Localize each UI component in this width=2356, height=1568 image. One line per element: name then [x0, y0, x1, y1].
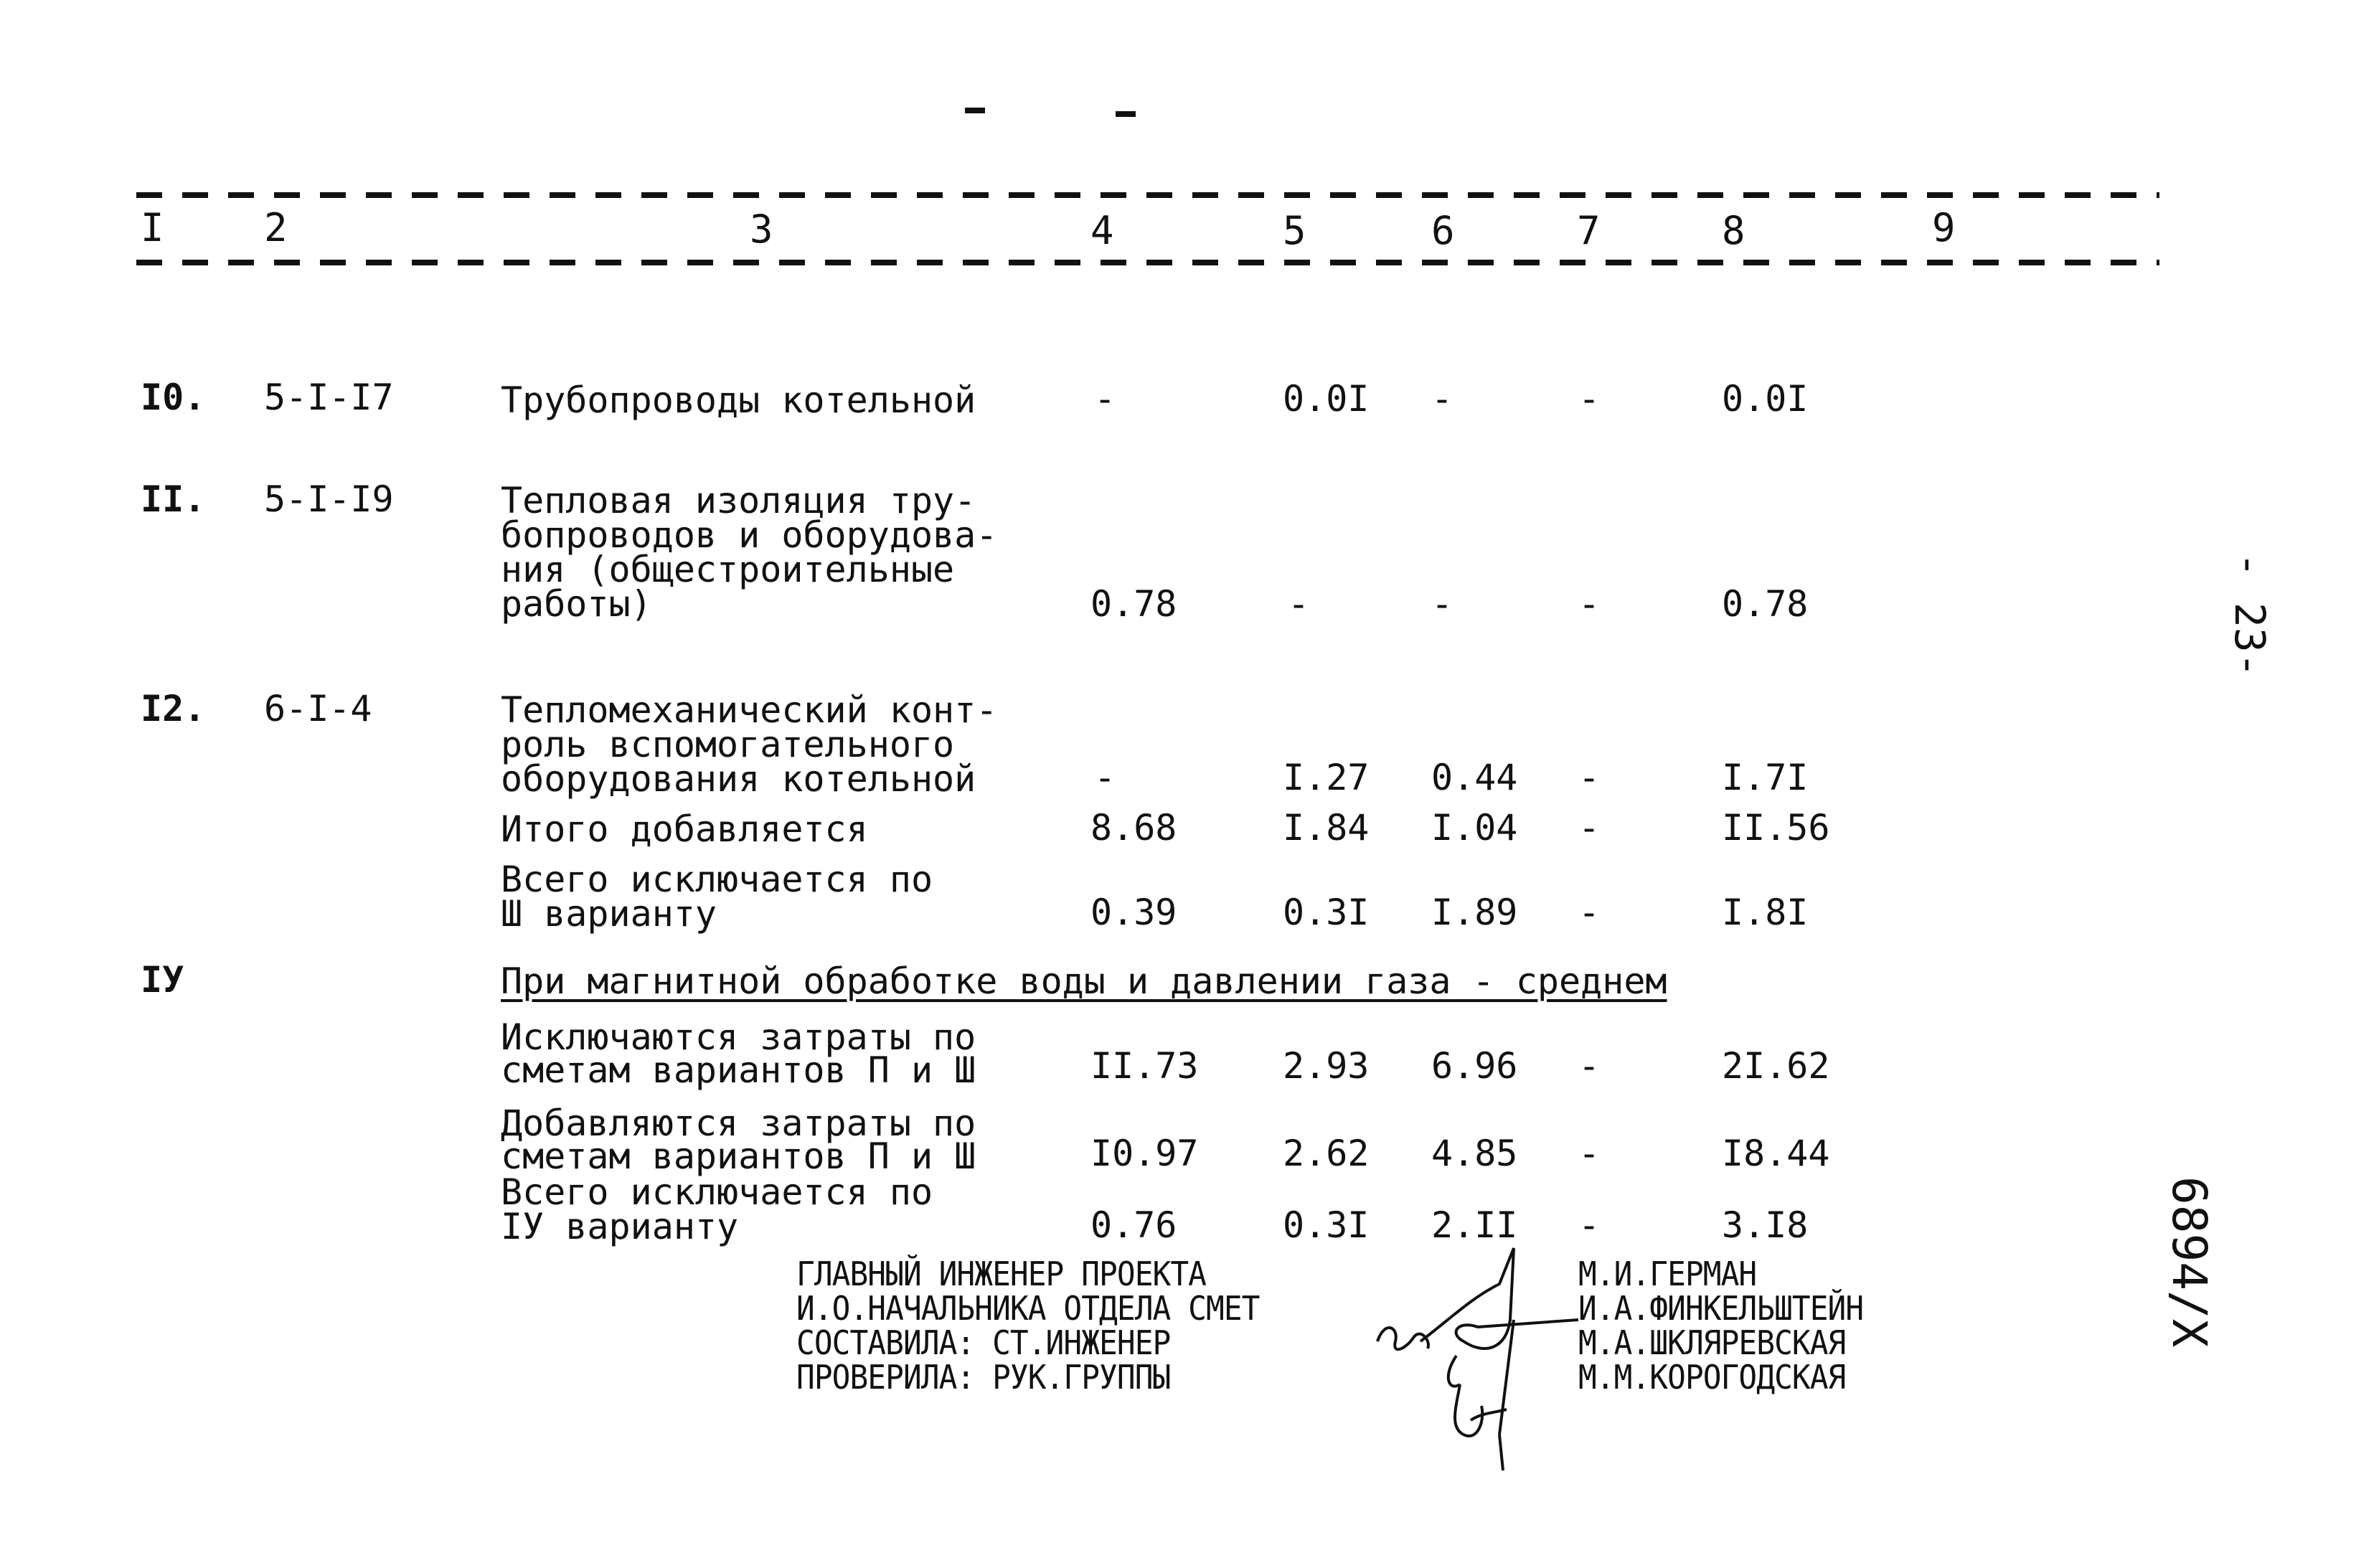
col-header-5: 5 [1283, 208, 1306, 253]
col-header-1: I [141, 205, 164, 250]
cell-col8: I.7I [1722, 757, 1809, 798]
header-rule-top [136, 192, 2159, 198]
cell-col4: 0.78 [1090, 583, 1177, 625]
row-number: II. [141, 478, 206, 520]
row-description-line: роль вспомогательного [501, 724, 955, 765]
cell-col4: - [1094, 757, 1116, 798]
cell-col4: 0.76 [1090, 1204, 1177, 1246]
cell-col5: I.27 [1283, 757, 1370, 798]
row-description-line: Итого добавляется [501, 808, 868, 850]
cell-col4: - [1094, 378, 1116, 420]
cell-col7: - [1578, 807, 1601, 849]
col-header-7: 7 [1577, 208, 1601, 253]
cell-col8: II.56 [1722, 807, 1830, 849]
cell-col5: 0.3I [1283, 1204, 1370, 1246]
page-number: - 23- [2225, 552, 2274, 678]
row-description-line: IУ варианту [501, 1206, 739, 1247]
row-code: 5-I-I9 [264, 478, 394, 520]
cell-col6: 0.44 [1431, 757, 1518, 798]
cell-col7: - [1578, 1133, 1601, 1174]
row-description-line: Трубопроводы котельной [501, 379, 976, 421]
signature-role: ПРОВЕРИЛА: РУК.ГРУППЫ [796, 1358, 1171, 1397]
section-number: IУ [141, 959, 184, 1001]
row-description-line: Исключаются затраты по [501, 1016, 976, 1058]
row-description-line: Добавляются затраты по [501, 1102, 976, 1144]
col-header-6: 6 [1431, 208, 1455, 253]
cell-col6: I.04 [1431, 807, 1518, 849]
cell-col6: I.89 [1431, 892, 1518, 933]
cell-col7: - [1578, 583, 1601, 625]
row-description-line: бопроводов и оборудова- [501, 514, 998, 556]
row-number: I2. [141, 688, 206, 729]
document-code: 6894/Х [2162, 1176, 2217, 1348]
cell-col8: 2I.62 [1722, 1045, 1830, 1087]
cell-col5: - [1288, 583, 1310, 625]
row-description-line: Тепломеханический конт- [501, 689, 998, 731]
signature-name: И.А.ФИНКЕЛЬШТЕЙН [1578, 1289, 1864, 1328]
row-description-line: Ш варианту [501, 893, 717, 935]
top-mark-left [965, 108, 985, 113]
cell-col6: - [1431, 378, 1453, 420]
top-mark-right [1116, 111, 1136, 117]
cell-col5: 0.0I [1283, 378, 1370, 420]
row-description-line: Всего исключается по [501, 859, 933, 900]
signature-name: М.И.ГЕРМАН [1578, 1255, 1757, 1293]
cell-col6: 4.85 [1431, 1133, 1518, 1174]
row-code: 5-I-I7 [264, 377, 394, 418]
header-rule-bottom [136, 260, 2159, 265]
cell-col5: 2.93 [1283, 1045, 1370, 1087]
cell-col5: I.84 [1283, 807, 1370, 849]
cell-col7: - [1578, 892, 1601, 933]
row-description-line: оборудования котельной [501, 758, 976, 800]
cell-col5: 2.62 [1283, 1133, 1370, 1174]
row-description-line: работы) [501, 583, 652, 625]
cell-col4: I0.97 [1090, 1133, 1199, 1174]
row-description-line: сметам вариантов П и Ш [501, 1135, 976, 1177]
row-description-line: Тепловая изоляция тру- [501, 480, 976, 521]
signature-role: И.О.НАЧАЛЬНИКА ОТДЕЛА СМЕТ [796, 1289, 1260, 1328]
cell-col8: I8.44 [1722, 1133, 1830, 1174]
signature-role: ГЛАВНЫЙ ИНЖЕНЕР ПРОЕКТА [796, 1255, 1207, 1293]
col-header-8: 8 [1722, 208, 1745, 253]
col-header-2: 2 [264, 205, 288, 250]
row-code: 6-I-4 [264, 688, 372, 729]
cell-col6: 6.96 [1431, 1045, 1518, 1087]
handwritten-signature [1363, 1234, 1578, 1478]
cell-col6: - [1431, 583, 1453, 625]
row-number: I0. [141, 377, 206, 418]
cell-col4: II.73 [1090, 1045, 1199, 1087]
cell-col7: - [1578, 1045, 1601, 1087]
row-description-line: Всего исключается по [501, 1171, 933, 1213]
row-description-line: сметам вариантов П и Ш [501, 1049, 976, 1091]
signature-role: СОСТАВИЛА: СТ.ИНЖЕНЕР [796, 1323, 1171, 1362]
cell-col7: - [1578, 757, 1601, 798]
cell-col7: - [1578, 378, 1601, 420]
cell-col7: - [1578, 1204, 1601, 1246]
row-description-line: ния (общестроительные [501, 549, 955, 590]
col-header-9: 9 [1932, 205, 1956, 250]
section-title: При магнитной обработке воды и давлении газа - среднем [501, 960, 1667, 1002]
col-header-3: 3 [750, 207, 773, 252]
cell-col8: I.8I [1722, 892, 1809, 933]
cell-col5: 0.3I [1283, 892, 1370, 933]
cell-col8: 0.78 [1722, 583, 1809, 625]
cell-col8: 0.0I [1722, 378, 1809, 420]
signature-name: М.М.КОРОГОДСКАЯ [1578, 1358, 1846, 1397]
col-header-4: 4 [1090, 208, 1114, 253]
cell-col6: 2.II [1431, 1204, 1518, 1246]
cell-col8: 3.I8 [1722, 1204, 1809, 1246]
cell-col4: 8.68 [1090, 807, 1177, 849]
cell-col4: 0.39 [1090, 892, 1177, 933]
signature-name: М.А.ШКЛЯРЕВСКАЯ [1578, 1323, 1846, 1362]
